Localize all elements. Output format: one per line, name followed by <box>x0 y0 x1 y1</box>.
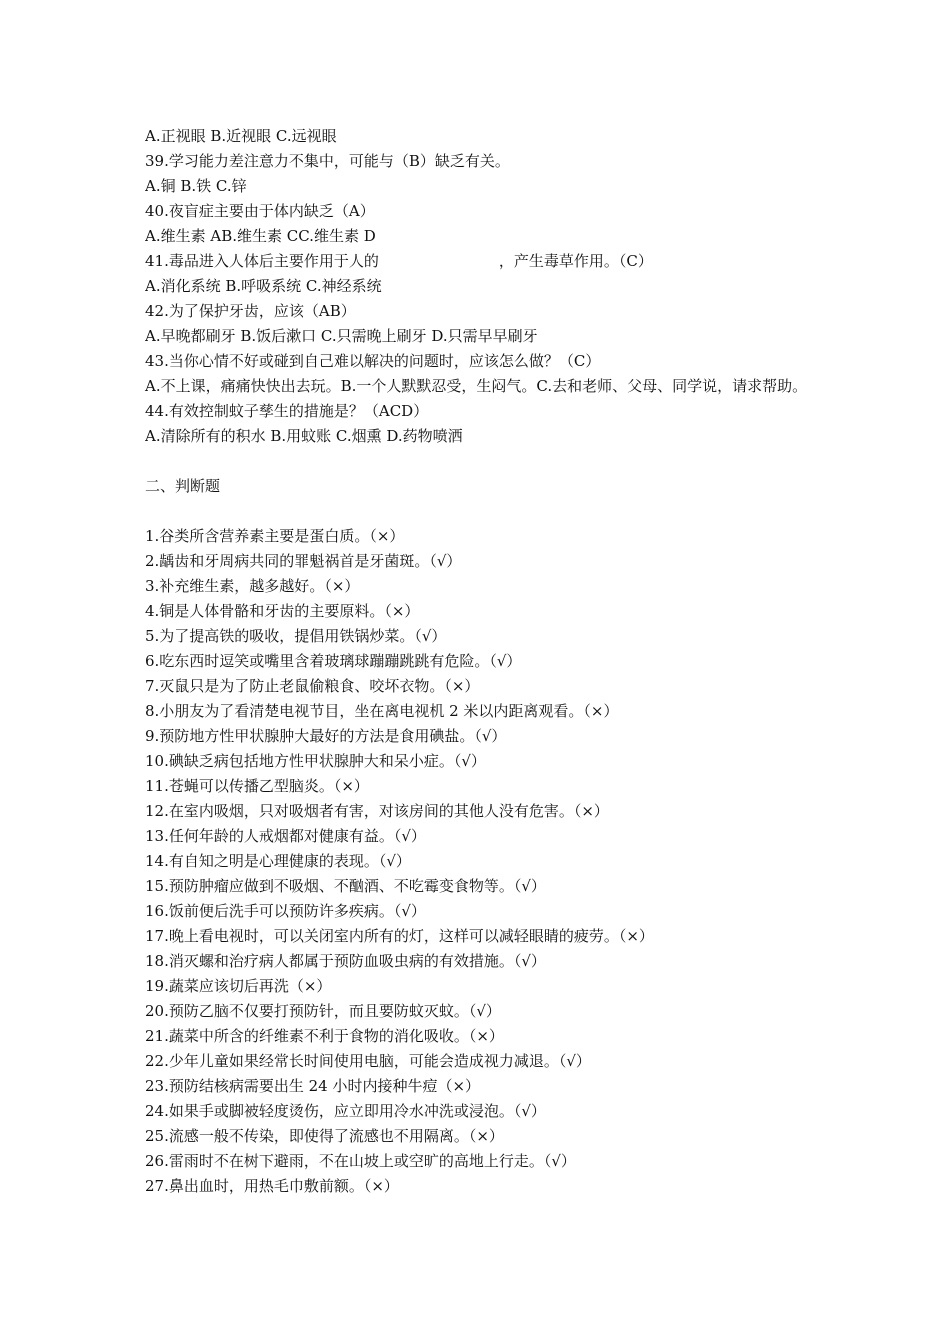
judgment-item: 1.谷类所含营养素主要是蛋白质。（×） <box>145 527 405 545</box>
judgment-item: 8.小朋友为了看清楚电视节目，坐在离电视机 2 米以内距离观看。（×） <box>145 702 619 720</box>
option-line-44: A.清除所有的积水 B.用蚊账 C.烟熏 D.药物喷洒 <box>145 427 463 445</box>
question-40: 40.夜盲症主要由于体内缺乏（A） <box>145 202 375 220</box>
judgment-item: 25.流感一般不传染，即使得了流感也不用隔离。（×） <box>145 1127 504 1145</box>
judgment-item: 7.灭鼠只是为了防止老鼠偷粮食、咬坏衣物。（×） <box>145 677 480 695</box>
judgment-item: 2.龋齿和牙周病共同的罪魁祸首是牙菌斑。（√） <box>145 552 462 570</box>
question-41: 41.毒品进入人体后主要作用于人的 ，产生毒草作用。（C） <box>145 252 653 270</box>
option-line-38: A.正视眼 B.近视眼 C.远视眼 <box>145 127 337 145</box>
judgment-item: 5.为了提高铁的吸收，提倡用铁锅炒菜。（√） <box>145 627 447 645</box>
judgment-item: 22.少年儿童如果经常长时间使用电脑，可能会造成视力减退。（√） <box>145 1052 591 1070</box>
judgment-item: 12.在室内吸烟，只对吸烟者有害，对该房间的其他人没有危害。（×） <box>145 802 609 820</box>
judgment-item: 20.预防乙脑不仅要打预防针，而且要防蚊灭蚊。（√） <box>145 1002 501 1020</box>
judgment-item: 23.预防结核病需要出生 24 小时内接种牛痘（×） <box>145 1077 481 1095</box>
question-39: 39.学习能力差注意力不集中，可能与（B）缺乏有关。 <box>145 152 510 170</box>
question-42: 42.为了保护牙齿，应该（AB） <box>145 302 356 320</box>
true-false-section <box>145 524 815 1199</box>
judgment-item: 11.苍蝇可以传播乙型脑炎。（×） <box>145 777 369 795</box>
judgment-item: 16.饭前便后洗手可以预防许多疾病。（√） <box>145 902 426 920</box>
judgment-item: 17.晚上看电视时，可以关闭室内所有的灯，这样可以减轻眼睛的疲劳。（×） <box>145 927 654 945</box>
judgment-item: 19.蔬菜应该切后再洗（×） <box>145 977 332 995</box>
spacer <box>145 499 815 524</box>
judgment-item: 15.预防肿瘤应做到不吸烟、不酗酒、不吃霉变食物等。（√） <box>145 877 546 895</box>
question-44: 44.有效控制蚊子孳生的措施是？（ACD） <box>145 402 429 420</box>
option-line-41: A.消化系统 B.呼吸系统 C.神经系统 <box>145 277 382 295</box>
option-line-42: A.早晚都刷牙 B.饭后漱口 C.只需晚上刷牙 D.只需早早刷牙 <box>145 327 538 345</box>
section-heading-true-false: 二、判断题 <box>145 477 221 495</box>
judgment-item: 10.碘缺乏病包括地方性甲状腺肿大和呆小症。（√） <box>145 752 486 770</box>
judgment-item: 18.消灭螺和治疗病人都属于预防血吸虫病的有效措施。（√） <box>145 952 546 970</box>
judgment-item: 26.雷雨时不在树下避雨，不在山坡上或空旷的高地上行走。（√） <box>145 1152 576 1170</box>
judgment-item: 14.有自知之明是心理健康的表现。（√） <box>145 852 411 870</box>
judgment-item: 21.蔬菜中所含的纤维素不利于食物的消化吸收。（×） <box>145 1027 504 1045</box>
option-line-40: A.维生素 AB.维生素 CC.维生素 D <box>145 227 376 245</box>
judgment-item: 3.补充维生素，越多越好。（×） <box>145 577 360 595</box>
question-43: 43.当你心情不好或碰到自己难以解决的问题时，应该怎么做？（C） <box>145 352 601 370</box>
document-content <box>145 124 815 1199</box>
judgment-item: 6.吃东西时逗笑或嘴里含着玻璃球蹦蹦跳跳有危险。（√） <box>145 652 522 670</box>
multiple-choice-section <box>145 124 815 449</box>
judgment-item: 4.铜是人体骨骼和牙齿的主要原料。（×） <box>145 602 420 620</box>
spacer <box>145 449 815 474</box>
judgment-item: 27.鼻出血时，用热毛巾敷前额。（×） <box>145 1177 399 1195</box>
judgment-item: 13.任何年龄的人戒烟都对健康有益。（√） <box>145 827 426 845</box>
option-line-39: A.铜 B.铁 C.锌 <box>145 177 247 195</box>
option-line-43: A.不上课，痛痛快快出去玩。B.一个人默默忍受，生闷气。C.去和老师、父母、同学说，请求帮助。 <box>145 377 808 395</box>
judgment-item: 24.如果手或脚被轻度烫伤，应立即用冷水冲洗或浸泡。（√） <box>145 1102 546 1120</box>
judgment-item: 9.预防地方性甲状腺肿大最好的方法是食用碘盐。（√） <box>145 727 507 745</box>
